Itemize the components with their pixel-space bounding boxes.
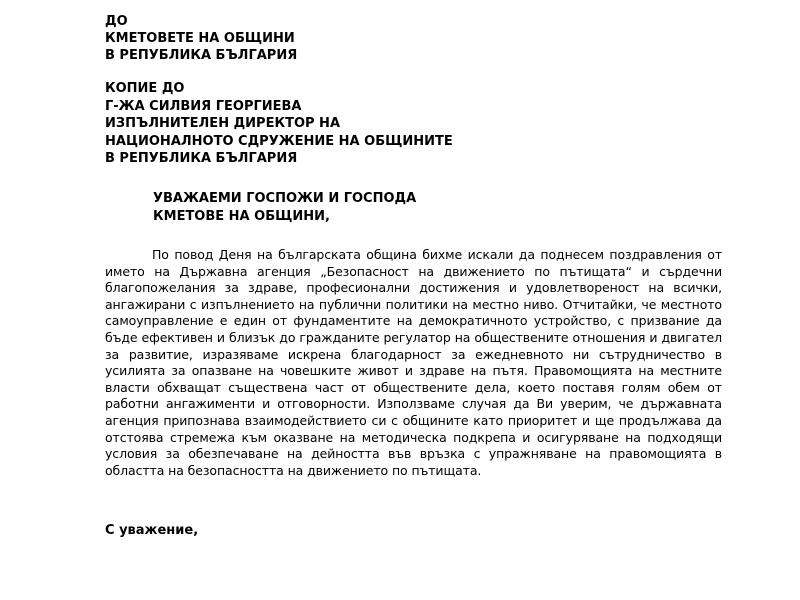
recipient-block <box>105 13 297 64</box>
salutation-line: УВАЖАЕМИ ГОСПОЖИ И ГОСПОДА <box>153 191 417 206</box>
copy-to-block <box>105 80 453 168</box>
recipient-line: В РЕПУБЛИКА БЪЛГАРИЯ <box>105 48 298 63</box>
copy-to-line: В РЕПУБЛИКА БЪЛГАРИЯ <box>105 151 298 166</box>
recipient-line: ДО <box>105 14 128 29</box>
copy-to-line: ИЗПЪЛНИТЕЛЕН ДИРЕКТОР НА <box>105 116 341 131</box>
salutation-line: КМЕТОВЕ НА ОБЩИНИ, <box>153 208 330 224</box>
copy-to-line: Г-ЖА СИЛВИЯ ГЕОРГИЕВА <box>105 98 302 114</box>
copy-to-line: КОПИЕ ДО <box>105 81 185 96</box>
salutation-block <box>153 190 416 225</box>
copy-to-line: НАЦИОНАЛНОТО СДРУЖЕНИЕ НА ОБЩИНИТЕ <box>105 133 453 149</box>
closing-signoff: С уважение, <box>105 523 199 538</box>
letter-body-paragraph: По повод Деня на българската община бихме искали да поднесем поздравления от името на Държавна агенция „Безопасност на движението по пътищата“ и сърдечни благопожелания за здраве, професионални достижения и удовлетвореност на всички, ангажирани с изпълнението на публични политики на местно ниво. Отчитайки, че местното самоуправление е един от фундаментите на демократичното устройство, с призвание да бъде ефективен и близък до гражданите регулатор на обществените отношения и двигател за развитие, изразяваме искрена благодарност за ежедневното ни сътрудничество в усилията за опазване на човешките живот и здраве на пътя. Правомощията на местните власти обхващат съществена част от обществените дела, което поставя голям обем от работни ангажименти и отговорности. Използваме случая да Ви уверим, че държавната агенция припознава взаимодействието си с общините като приоритет и ще продължава да отстоява стремежа към оказване на методическа подкрепа и осигуряване на подходящи условия за обезпечаване на дейността във връзка с упражняване на правомощията в областта на безопасността на движението по пътищата. <box>105 247 722 478</box>
recipient-line: КМЕТОВЕТЕ НА ОБЩИНИ <box>105 31 295 46</box>
